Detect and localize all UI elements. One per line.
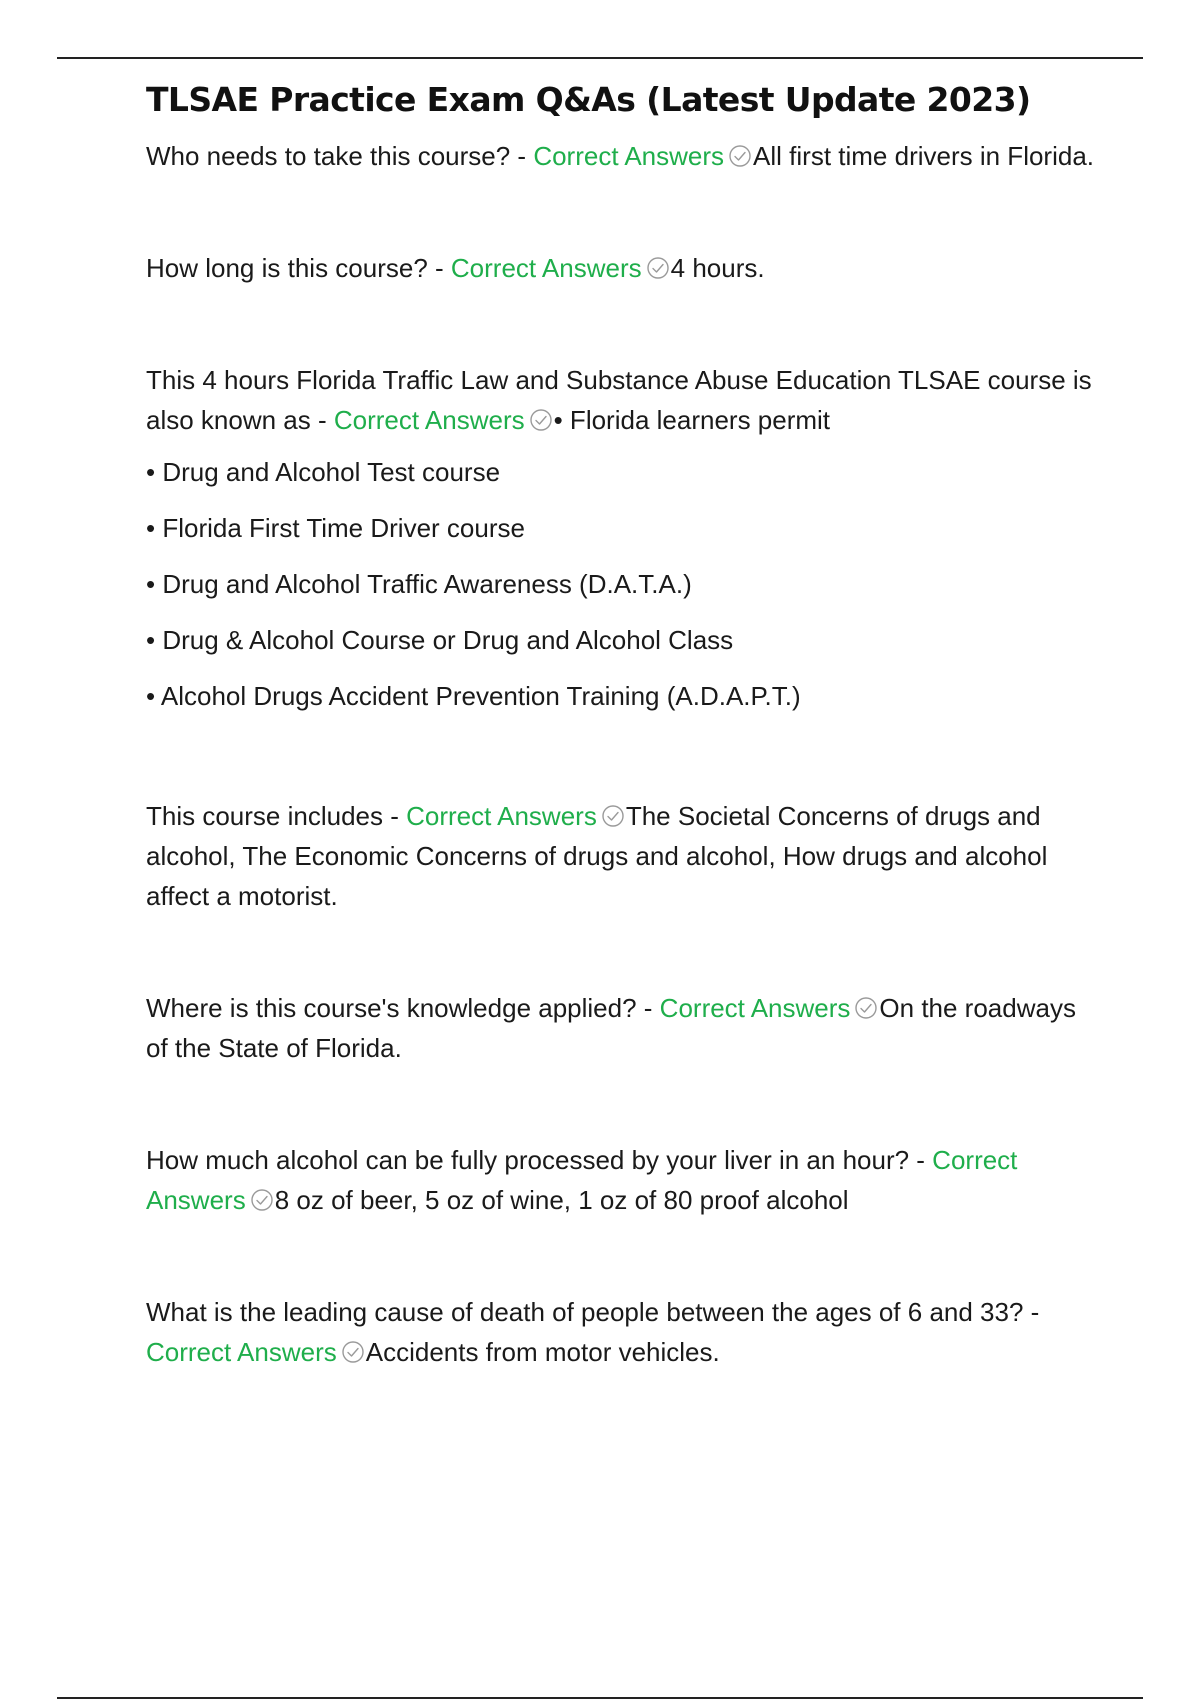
answer-text: • Florida learners permit [553,405,831,435]
question-text: This 4 hours Florida Traffic Law and Substance Abuse Education TLSAE course is also known as - [146,365,1092,435]
qa-line [146,1140,1096,1220]
question-text: Where is this course's knowledge applied? - [146,993,660,1023]
qa-item [146,248,1096,288]
check-circle-icon [728,139,752,163]
check-circle-icon [529,403,553,427]
page-title: TLSAE Practice Exam Q&As (Latest Update 2023) [146,80,1031,119]
qa-line [146,796,1096,916]
qa-item [146,1292,1096,1372]
qa-list [146,136,1096,1372]
correct-answers-label: Correct Answers [406,801,597,831]
correct-answers-label: Correct Answers [450,253,642,283]
qa-item [146,796,1096,916]
check-circle-icon [601,799,625,823]
question-text: This course includes - [146,801,407,831]
answer-text: All first time drivers in Florida. [753,141,1095,171]
qa-line [146,360,1096,440]
answer-text: Accidents from motor vehicles. [365,1337,720,1367]
question-text: Who needs to take this course? - [146,141,534,171]
check-circle-icon [341,1335,365,1359]
correct-answers-label: Correct Answers [146,1337,337,1367]
bullet-list [146,444,1096,724]
bullet-item: • Drug & Alcohol Course or Drug and Alcohol Class [146,625,734,655]
document-body [146,76,1096,1372]
qa-item [146,360,1096,724]
qa-item [146,136,1096,176]
check-circle-icon [250,1183,274,1207]
qa-item [146,988,1096,1068]
answer-text: The Societal Concerns of drugs and alcohol, The Economic Concerns of drugs and alcohol, How drugs and alcohol affect a motorist. [146,801,1048,911]
answer-text: 4 hours. [670,253,765,283]
qa-line [146,136,1096,176]
correct-answers-label: Correct Answers [659,993,851,1023]
qa-item [146,1140,1096,1220]
question-text: How much alcohol can be fully processed by your liver in an hour? - [146,1145,933,1175]
bottom-rule [57,1697,1143,1699]
check-circle-icon [646,251,670,275]
answer-text: 8 oz of beer, 5 oz of wine, 1 oz of 80 proof alcohol [274,1185,849,1215]
qa-line [146,988,1096,1068]
check-circle-icon [854,991,878,1015]
top-rule [57,57,1143,59]
correct-answers-label: Correct Answers [333,405,525,435]
qa-line [146,1292,1096,1372]
bullet-item: • Drug and Alcohol Traffic Awareness (D.A.T.A.) [146,569,692,599]
question-text: What is the leading cause of death of people between the ages of 6 and 33? - [146,1297,1040,1327]
answer-text: On the roadways of the State of Florida. [146,993,1076,1063]
bullet-item: • Florida First Time Driver course [146,513,525,543]
bullet-item: • Alcohol Drugs Accident Prevention Training (A.D.A.P.T.) [146,681,801,711]
correct-answers-label: Correct Answers [146,1145,1018,1215]
correct-answers-label: Correct Answers [533,141,725,171]
bullet-item: • Drug and Alcohol Test course [146,457,501,487]
question-text: How long is this course? - [146,253,451,283]
qa-line [146,248,1096,288]
